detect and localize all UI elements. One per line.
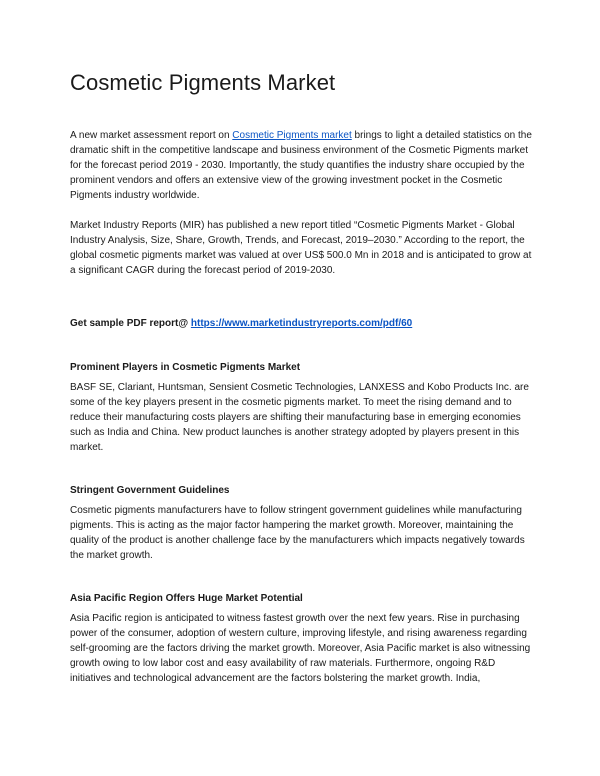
- page-title: Cosmetic Pigments Market: [70, 70, 336, 95]
- section-heading-asia-pacific: Asia Pacific Region Offers Huge Market Potential: [70, 593, 303, 604]
- intro-text-after-link: brings to light a detailed statistics on the dramatic shift in the competitive landscape and business environment of the Cosmetic Pigments market for the forecast period 2019 - 2030. Importantly, the study quantifies the industry share occupied by the prominent vendors and offers an extensive view of the growing investment pocket in the Cosmetic Pigments industry worldwide.: [70, 130, 532, 201]
- intro-text-before-link: A new market assessment report on: [70, 130, 233, 141]
- section-body-prominent-players: BASF SE, Clariant, Huntsman, Sensient Cosmetic Technologies, LANXESS and Kobo Products Inc. are some of the key players present in the cosmetic pigments market. To meet the rising demand and to reduce their manufacturing costs players are shifting their manufacturing base in emerging economies such as India and China. New product launches is another strategy adopted by players present in this market.: [70, 382, 529, 453]
- sample-report-line: [70, 316, 536, 331]
- section-body-asia-pacific: Asia Pacific region is anticipated to witness fastest growth over the next few years. Rise in purchasing power of the consumer, adoption of western culture, improving lifestyle, and rising awareness regarding self-grooming are the factors driving the market growth. Moreover, Asia Pacific market is also witnessing growth owing to low labor cost and easy availability of raw materials. Furthermore, ongoing R&D initiatives and technological advancement are the factors bolstering the market growth. India,: [70, 613, 531, 684]
- section-heading-prominent-players: Prominent Players in Cosmetic Pigments Market: [70, 362, 301, 373]
- intro-paragraph: [70, 128, 536, 203]
- sample-report-link[interactable]: https://www.marketindustryreports.com/pdf/60: [190, 318, 413, 329]
- section-body-government-guidelines: Cosmetic pigments manufacturers have to follow stringent government guidelines while manufacturing pigments. This is acting as the major factor hampering the market growth. Moreover, maintaining the quality of the product is another challenge face by the manufacturers which impacts negatively towards the market growth.: [70, 505, 525, 561]
- section-heading-government-guidelines: Stringent Government Guidelines: [70, 485, 230, 496]
- mir-paragraph: Market Industry Reports (MIR) has published a new report titled “Cosmetic Pigments Market - Global Industry Analysis, Size, Share, Growth, Trends, and Forecast, 2019–2030.” According to the report, the global cosmetic pigments market was valued at over US$ 500.0 Mn in 2018 and is anticipated to grow at a significant CAGR during the forecast period of 2019-2030.: [70, 220, 532, 276]
- cosmetic-pigments-market-link[interactable]: Cosmetic Pigments market: [232, 130, 352, 141]
- sample-report-label: Get sample PDF report@: [70, 318, 191, 329]
